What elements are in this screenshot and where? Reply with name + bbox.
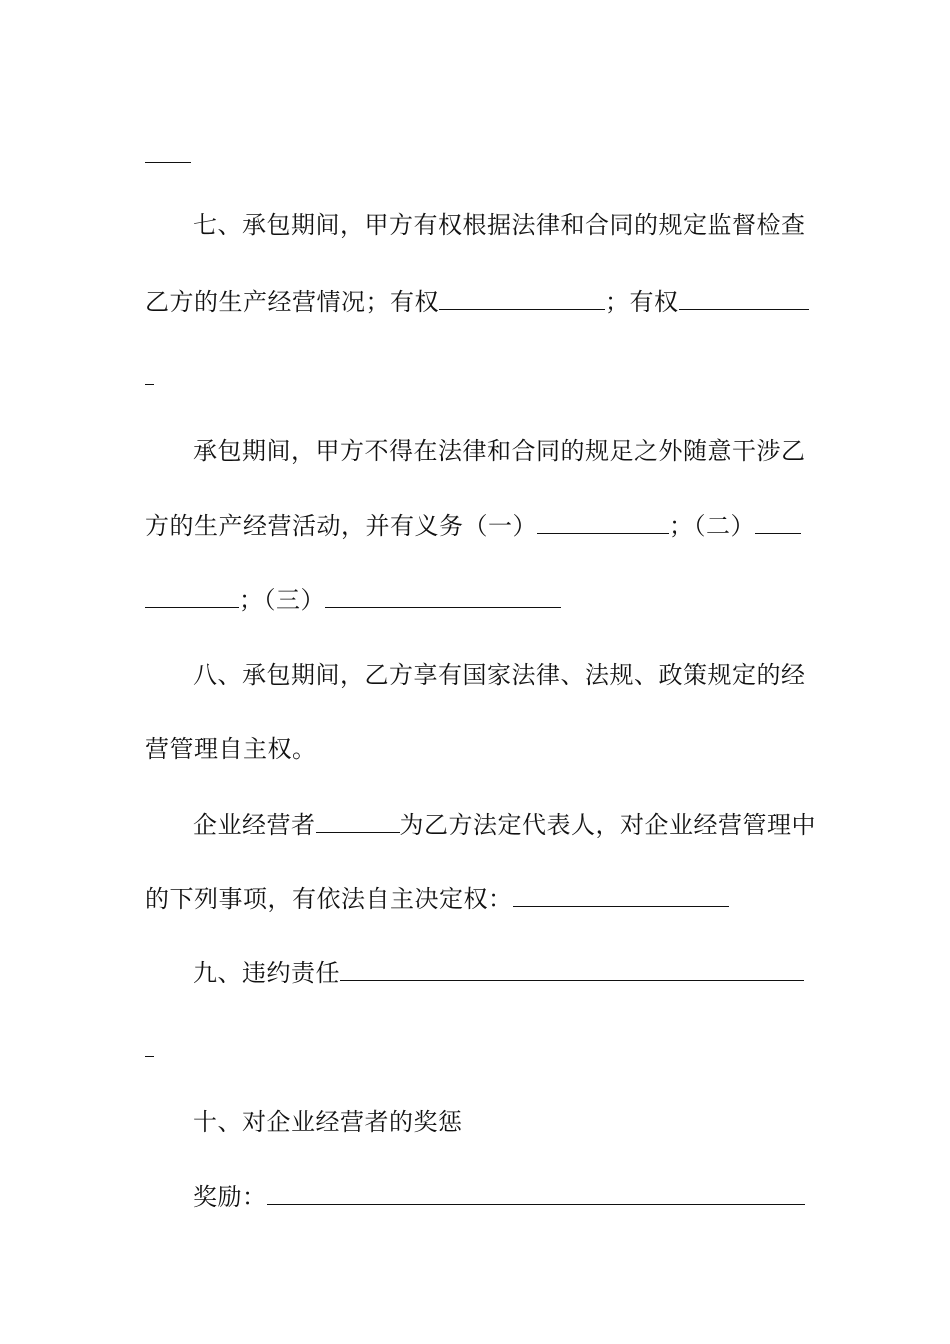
- clause-9-line-2: [145, 1034, 807, 1064]
- clause-10-reward-line: [193, 1182, 807, 1212]
- fill-blank[interactable]: [145, 585, 239, 608]
- clause-8-para-2-line-2: [145, 884, 807, 914]
- clause-8-text: 企业经营者: [193, 811, 316, 839]
- clause-7-para-2-line-3: [145, 585, 807, 615]
- clause-8-text: 为乙方法定代表人，对企业经营管理中: [399, 811, 816, 839]
- clause-8-text: 的下列事项，有依法自主决定权：: [145, 885, 513, 913]
- fill-blank[interactable]: [679, 287, 809, 310]
- clause-7-text: 七、承包期间，甲方有权根据法律和合同的规定监督检查: [193, 211, 806, 239]
- clause-8-line-1: [193, 660, 807, 690]
- clause-7-line-3: [145, 362, 807, 392]
- fill-blank[interactable]: [439, 287, 605, 310]
- fill-blank[interactable]: [755, 511, 801, 534]
- clause-7-line-1: [193, 210, 807, 240]
- clause-7-para-2-line-1: [193, 436, 807, 466]
- clause-7-text: 承包期间，甲方不得在法律和合同的规足之外随意干涉乙: [193, 437, 806, 465]
- clause-10-text: 十、对企业经营者的奖惩: [193, 1108, 463, 1136]
- clause-9-line-1: [193, 958, 807, 988]
- carryover-blank-line: [145, 140, 807, 170]
- clause-8-line-2: [145, 734, 807, 764]
- fill-blank[interactable]: [537, 511, 669, 534]
- clause-7-line-2: [145, 287, 807, 317]
- clause-7-text: 方的生产经营活动，并有义务（一）: [145, 512, 537, 540]
- fill-blank[interactable]: [145, 140, 191, 163]
- fill-blank[interactable]: [316, 810, 400, 833]
- clause-7-text: ；有权: [605, 288, 679, 316]
- clause-7-para-2-line-2: [145, 511, 807, 541]
- fill-blank[interactable]: [145, 1034, 154, 1057]
- fill-blank[interactable]: [145, 362, 154, 385]
- clause-9-text: 九、违约责任: [193, 959, 340, 987]
- clause-10-title: [193, 1107, 807, 1137]
- clause-8-text: 营管理自主权。: [145, 735, 317, 763]
- clause-7-text: ；（三）: [239, 586, 325, 614]
- clause-7-text: 乙方的生产经营情况；有权: [145, 288, 439, 316]
- reward-fill-blank[interactable]: [267, 1182, 805, 1205]
- clause-7-text: ；（二）: [669, 512, 755, 540]
- reward-label: 奖励：: [193, 1183, 267, 1211]
- fill-blank[interactable]: [340, 958, 804, 981]
- clause-8-para-2-line-1: [193, 810, 816, 840]
- fill-blank[interactable]: [325, 585, 561, 608]
- clause-8-text: 八、承包期间，乙方享有国家法律、法规、政策规定的经: [193, 661, 806, 689]
- fill-blank[interactable]: [513, 884, 729, 907]
